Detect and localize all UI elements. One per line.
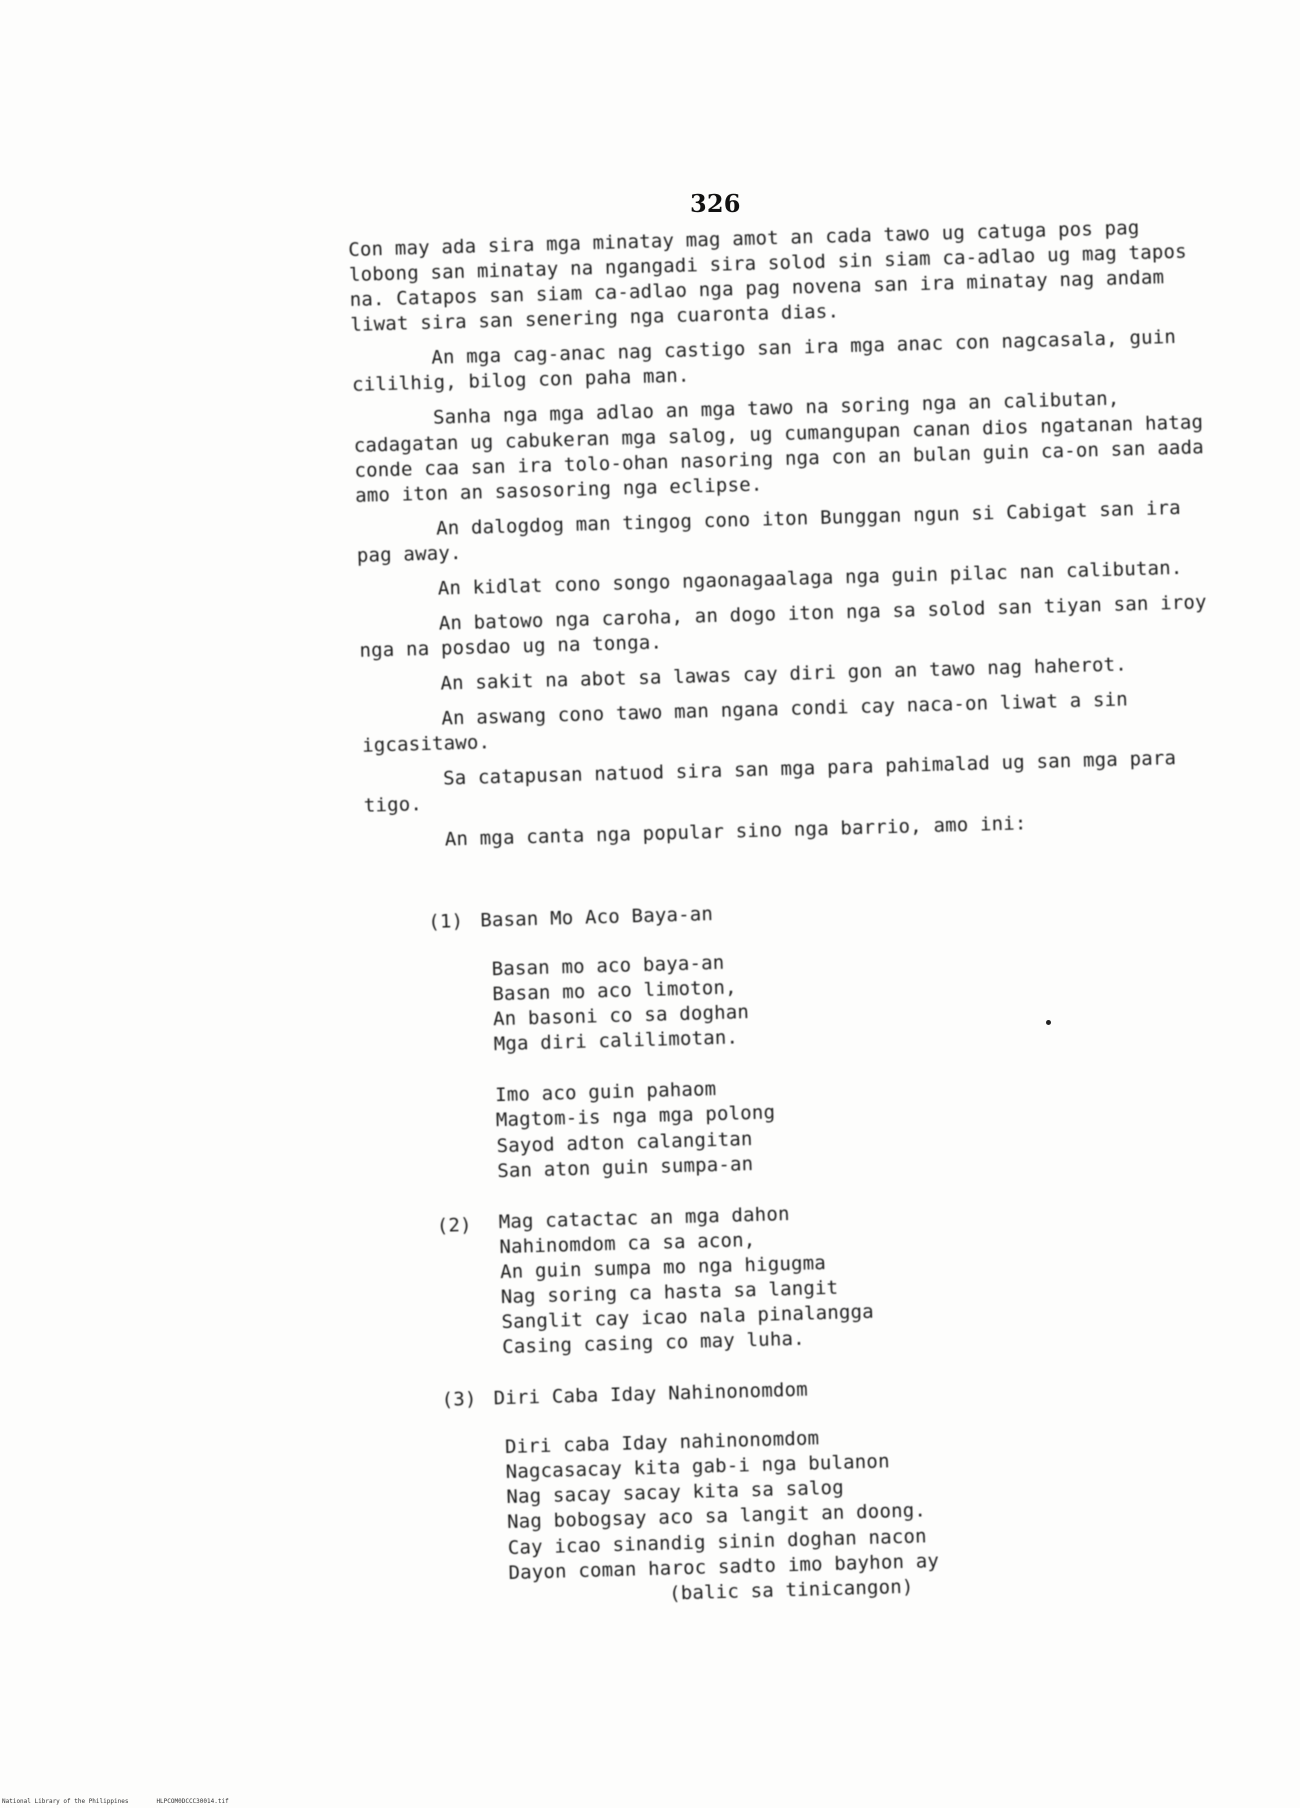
- ink-speck: [1046, 1020, 1051, 1025]
- paragraph: An batowo nga caroha, an dogo iton nga sa solod san tiyan san iroy nga na posdao ug na tonga.: [359, 591, 1207, 662]
- song-line: Casing casing co may luha.: [501, 1327, 806, 1359]
- paragraph: An dalogdog man tingog cono iton Bunggan ngun si Cabigat san ira pag away.: [356, 496, 1182, 567]
- song-number: (1): [428, 910, 464, 933]
- song-line: Diri caba Iday nahinonomdom: [504, 1427, 820, 1459]
- song-line: Mga diri calilimotan.: [493, 1026, 739, 1056]
- song-number: (2): [436, 1213, 473, 1237]
- song-line: An basoni co sa doghan: [492, 1001, 750, 1031]
- song-closing-note: (balic sa tinicangon): [668, 1575, 914, 1605]
- song-title-text: Diri Caba Iday Nahinonomdom: [493, 1378, 809, 1410]
- song-line: Cay icao sinandig sinin doghan nacon: [507, 1524, 927, 1559]
- song-line: Basan mo aco baya-an: [491, 951, 725, 981]
- footer-library: National Library of the Philippines: [2, 1798, 129, 1805]
- song-line: Mag catactac an mga dahon: [498, 1202, 790, 1233]
- song-line: Magtom-is nga mga polong: [495, 1101, 776, 1132]
- song-stanza: [491, 942, 1052, 1058]
- paragraph: Sa catapusan natuod sira san mga para pahimalad ug san mga para tigo.: [363, 747, 1177, 818]
- song-line: Nahinomdom ca sa acon,: [499, 1228, 756, 1258]
- song-number: (3): [441, 1388, 477, 1411]
- paragraph: An mga canta nga popular sino nga barrio, amo ini:: [444, 811, 1027, 851]
- song-line: Nag sacay sacay kita sa salog: [506, 1477, 845, 1509]
- songs-section: [428, 893, 1068, 1639]
- song-line: Nagcasacay kita gab-i nga bulanon: [505, 1450, 890, 1484]
- song-line: Nag bobogsay aco sa langit an doong.: [506, 1499, 927, 1534]
- song-line: Dayon coman haroc sadto imo bayhon ay: [508, 1549, 940, 1584]
- song-stanza-numbered: [436, 1194, 1060, 1362]
- paragraph: An mga cag-anac nag castigo san ira mga anac con nagcasala, guin cililhig, bilog con paha man.: [351, 326, 1177, 397]
- page-number: 326: [690, 189, 741, 218]
- song-title-text: Basan Mo Aco Baya-an: [480, 903, 714, 932]
- song-line: Basan mo aco limoton,: [492, 976, 738, 1006]
- song-line: An guin sumpa mo nga higugma: [499, 1251, 827, 1283]
- song-line: Sanglit cay icao nala pinalangga: [501, 1300, 875, 1334]
- paragraph: An kidlat cono songo ngaonagaalaga nga guin pilac nan calibutan.: [437, 556, 1183, 600]
- song-line: San aton guin sumpa-an: [497, 1152, 754, 1182]
- song-line: Imo aco guin pahaom: [494, 1078, 717, 1107]
- song-stanza: [505, 1420, 1068, 1611]
- body-text: [348, 214, 1225, 864]
- song-line: Nag soring ca hasta sa langit: [500, 1276, 839, 1309]
- song-stanza: [495, 1068, 1056, 1184]
- paragraph: Con may ada sira mga minatay mag amot an cada tawo ug catuga pos pag lobong san minatay na ngangadi sira solod sin siam ca-adlao ug mag tapos na. Catapos san siam ca-adlao nga pag novena san ira minatay nag andam liwat sira san senering nga cuaronta dias.: [348, 216, 1188, 337]
- paragraph: Sanha nga mga adlao an mga tawo na soring nga an calibutan, cadagatan ug cabukeran mga salog, ug cumangupan canan dios ngatanan hatag conde caa san ira tolo-ohan nasoring nga con an bulan guin ca-on san aada amo iton an sasosoring nga eclipse.: [353, 387, 1205, 507]
- paragraph: An sakit na abot sa lawas cay diri gon an tawo nag haherot.: [440, 653, 1128, 695]
- paragraph: An aswang cono tawo man ngana condi cay naca-on liwat a sin igcasitawo.: [361, 688, 1129, 758]
- footer-file: HLPCOM0DCCC30014.tif: [156, 1798, 229, 1805]
- song-title: [441, 1371, 1061, 1413]
- song-line: Sayod adton calangitan: [496, 1127, 753, 1157]
- song-title: [428, 893, 1048, 935]
- scan-footer: [2, 1798, 257, 1805]
